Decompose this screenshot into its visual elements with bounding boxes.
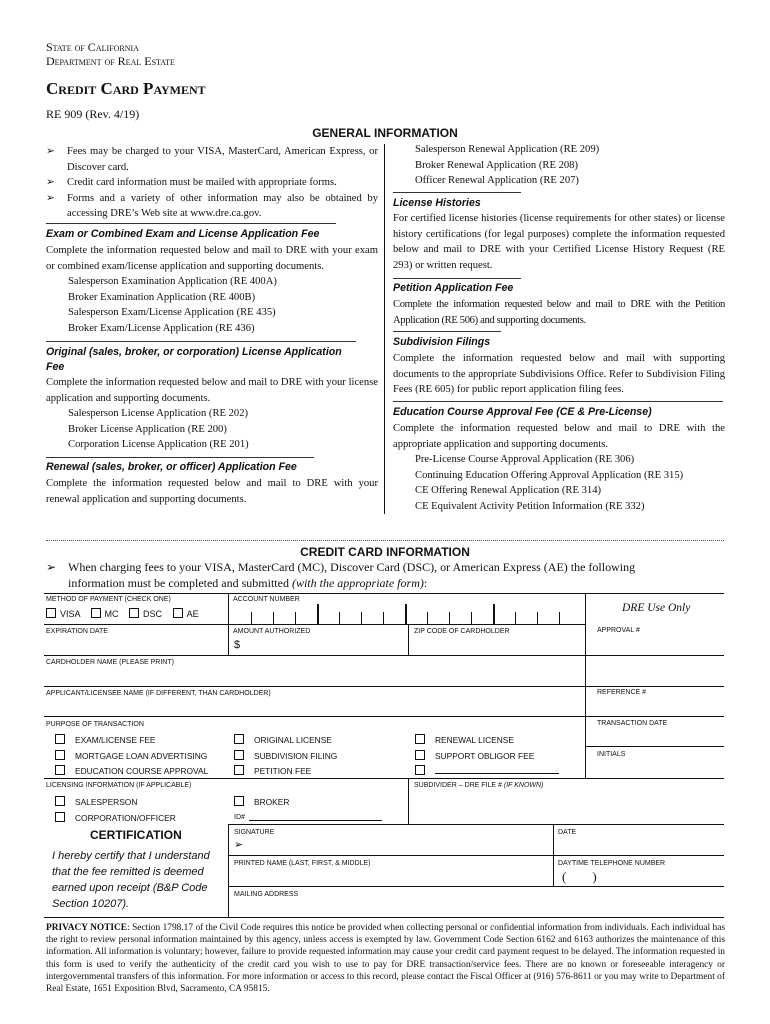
petition-heading: Petition Application Fee: [393, 282, 514, 294]
form-item: CE Offering Renewal Application (RE 314): [415, 485, 602, 497]
purpose-option[interactable]: MORTGAGE LOAN ADVERTISING: [55, 749, 208, 765]
checkbox[interactable]: [234, 750, 244, 760]
checkbox[interactable]: [415, 734, 425, 744]
other-purpose-field[interactable]: [435, 766, 559, 774]
bullet-arrow-icon: ➢: [46, 192, 55, 204]
education-heading: Education Course Approval Fee (CE & Pre-License): [393, 406, 652, 418]
checkbox[interactable]: [55, 812, 65, 822]
education-items: [415, 452, 683, 514]
form-item: Salesperson Exam/License Application (RE 435): [68, 307, 276, 319]
cardholder-name-label: CARDHOLDER NAME (PLEASE PRINT): [46, 659, 174, 666]
credit-card-heading: CREDIT CARD INFORMATION: [300, 545, 470, 559]
purpose-option[interactable]: EXAM/LICENSE FEE: [55, 733, 208, 749]
form-item: Broker Renewal Application (RE 208): [415, 159, 578, 171]
original-text: Complete the information requested below and mail to DRE with your license application and supporting documents.: [46, 377, 378, 404]
form-item: Salesperson License Application (RE 202): [68, 408, 249, 419]
checkbox[interactable]: [234, 734, 244, 744]
bullet-item: ➢ Credit card information must be mailed with appropriate forms.: [46, 175, 378, 191]
card-option-ae[interactable]: AE: [173, 609, 199, 619]
bullet-arrow-icon: ➢: [46, 560, 57, 574]
bullet-item: ➢ Forms and a variety of other information may also be obtained by accessing DRE’s Web site at www.dre.ca.gov.: [46, 192, 378, 220]
privacy-notice: PRIVACY NOTICE: Section 1798.17 of the Civil Code requires this notice be provided when collecting personal or confidential information from individuals. Each individual has the right to review personal information maintained by this agency, unless access is exempted by law. Government Code Section 6162 and 6163 authorizes the maintenance of this information. All information is voluntary; however, failure to provide requested information may cause your credit card payment request to be delayed. The information requested in this form is used to verify the authenticity of the credit card you wish to use to pay for DRE transaction/service fees. There are no known or foreseeable interagency or intergovernmental transfers of this information. For more information or access to this record, please contact the Fiscal Officer at (916) 576-8611 or you may write to Department of Real Estate, 1651 Exposition Blvd, Sacramento, CA 95815.: [46, 923, 725, 995]
transaction-date-label: TRANSACTION DATE: [597, 720, 668, 727]
purpose-option[interactable]: SUPPORT OBLIGOR FEE: [415, 749, 559, 765]
account-number-label: ACCOUNT NUMBER: [233, 596, 300, 603]
approval-label: APPROVAL #: [597, 627, 640, 634]
licensing-info-label: LICENSING INFORMATION (IF APPLICABLE): [46, 782, 192, 789]
checkbox[interactable]: [415, 750, 425, 760]
checkbox[interactable]: [129, 608, 139, 618]
purpose-col1: [55, 733, 208, 780]
checkbox[interactable]: [173, 608, 183, 618]
purpose-col3: [415, 733, 559, 780]
id-field[interactable]: [249, 820, 382, 821]
purpose-option[interactable]: PETITION FEE: [234, 764, 337, 780]
checkbox[interactable]: [55, 734, 65, 744]
purpose-option[interactable]: ORIGINAL LICENSE: [234, 733, 337, 749]
amount-authorized-label: AMOUNT AUTHORIZED: [233, 628, 311, 635]
signature-arrow-icon: ➢: [234, 839, 244, 851]
privacy-notice-label: PRIVACY NOTICE: [46, 923, 128, 933]
form-item: Broker Examination Application (RE 400B): [68, 291, 256, 303]
form-item: CE Equivalent Activity Petition Information (RE 332): [415, 500, 645, 512]
checkbox[interactable]: [55, 765, 65, 775]
subdivision-text: Complete the information requested below and mail with supporting documents to the appropriate Subdivisions Office. Refer to Subdivision Filing Fees (RE 605) for public report application filing fees.: [393, 353, 725, 396]
card-option-visa[interactable]: VISA: [46, 609, 80, 619]
form-item: Corporation License Application (RE 201): [68, 439, 249, 451]
signature-label: SIGNATURE: [234, 829, 275, 836]
renewal-items: [415, 142, 599, 189]
reference-label: REFERENCE #: [597, 689, 647, 696]
original-heading: Original (sales, broker, or corporation) License Application Fee: [46, 346, 342, 373]
checkbox[interactable]: [91, 608, 101, 618]
signature-field[interactable]: [250, 836, 548, 852]
form-item: Salesperson Examination Application (RE 400A): [68, 276, 277, 287]
histories-text: For certified license histories (license requirements for other states) or license history certifications (for legal purposes) complete the information requested below and mail to DRE with your Certified License History Request (RE 293) or written request.: [393, 213, 725, 271]
method-of-payment-label: METHOD OF PAYMENT (CHECK ONE): [46, 596, 171, 603]
initials-label: INITIALS: [597, 751, 626, 758]
account-number-input[interactable]: [229, 604, 584, 624]
column-divider: [384, 144, 385, 514]
card-option-dsc[interactable]: DSC: [129, 609, 162, 619]
printed-name-label: PRINTED NAME (LAST, FIRST, & MIDDLE): [234, 860, 371, 867]
petition-text: Complete the information requested below and mail to DRE with the Petition Application (RE 506) and supporting documents.: [393, 299, 725, 326]
histories-heading: License Histories: [393, 197, 481, 209]
expiration-date-label: EXPIRATION DATE: [46, 628, 108, 635]
form-title: Credit Card Payment: [46, 79, 206, 98]
checkbox[interactable]: [55, 750, 65, 760]
phone-label: DAYTIME TELEPHONE NUMBER: [558, 860, 666, 867]
checkbox[interactable]: [234, 796, 244, 806]
checkbox[interactable]: [415, 765, 425, 775]
agency-state: State of California: [46, 40, 139, 54]
form-number: RE 909 (Rev. 4/19): [46, 107, 140, 121]
agency-department: Department of Real Estate: [46, 54, 175, 68]
purpose-option-other[interactable]: [415, 764, 559, 780]
purpose-option[interactable]: RENEWAL LICENSE: [415, 733, 559, 749]
card-type-options: [46, 608, 199, 620]
certification-text: I hereby certify that I understand that the fee remitted is deemed earned upon receipt (B&P Code Section 10207).: [52, 850, 210, 910]
mailing-address-label: MAILING ADDRESS: [234, 891, 299, 898]
checkbox[interactable]: [234, 765, 244, 775]
form-item: Salesperson Renewal Application (RE 209): [415, 144, 600, 155]
credit-card-intro: ➢ When charging fees to your VISA, MasterCard (MC), Discover Card (DSC), or American Express (AE) the following information must be completed and submitted (with the appropriate form):: [46, 560, 636, 590]
licensing-option[interactable]: SALESPERSON: [55, 795, 176, 811]
subdivider-label: SUBDIVIDER – DRE FILE # (IF KNOWN): [414, 782, 544, 789]
purpose-col2: [234, 733, 337, 780]
id-label: ID#: [234, 814, 245, 821]
form-item: Broker Exam/License Application (RE 436): [68, 322, 255, 334]
subdivision-heading: Subdivision Filings: [393, 336, 491, 348]
education-text: Complete the information requested below and mail to DRE with the appropriate application and supporting documents.: [393, 423, 725, 450]
zip-code-label: ZIP CODE OF CARDHOLDER: [414, 628, 510, 635]
renewal-heading: Renewal (sales, broker, or officer) Application Fee: [46, 461, 297, 473]
form-item: Continuing Education Offering Approval Application (RE 315): [415, 469, 684, 481]
card-option-mc[interactable]: MC: [91, 609, 119, 619]
general-info-heading: GENERAL INFORMATION: [312, 126, 458, 140]
dre-use-only-label: DRE Use Only: [622, 602, 691, 614]
bullet-item: ➢ Fees may be charged to your VISA, MasterCard, American Express, or Discover card.: [46, 146, 378, 173]
renewal-text: Complete the information requested below and mail to DRE with your renewal application and supporting documents.: [46, 478, 378, 505]
form-item: Pre-License Course Approval Application (RE 306): [415, 454, 635, 465]
checkbox[interactable]: [46, 608, 56, 618]
date-label: DATE: [558, 829, 577, 836]
purpose-option[interactable]: EDUCATION COURSE APPROVAL: [55, 764, 208, 780]
applicant-name-label: APPLICANT/LICENSEE NAME (IF DIFFERENT, THAN CARDHOLDER): [46, 690, 271, 697]
form-item: Broker License Application (RE 200): [68, 423, 227, 435]
checkbox[interactable]: [55, 796, 65, 806]
amount-dollar-sign: $: [234, 639, 241, 651]
exam-items: [68, 274, 277, 336]
licensing-option[interactable]: CORPORATION/OFFICER: [55, 811, 176, 827]
form-item: Officer Renewal Application (RE 207): [415, 175, 579, 187]
exam-heading: Exam or Combined Exam and License Application Fee: [46, 228, 320, 240]
licensing-options: [55, 795, 176, 826]
bullet-arrow-icon: ➢: [46, 146, 55, 157]
general-bullets: [46, 144, 378, 222]
certification-heading: CERTIFICATION: [90, 828, 182, 842]
phone-field[interactable]: ( ): [562, 869, 597, 884]
bullet-arrow-icon: ➢: [46, 177, 55, 189]
purpose-option[interactable]: SUBDIVISION FILING: [234, 749, 337, 765]
purpose-label: PURPOSE OF TRANSACTION: [46, 721, 144, 728]
original-items: [68, 406, 249, 453]
broker-option[interactable]: BROKER: [234, 795, 289, 811]
exam-text: Complete the information requested below and mail to DRE with your exam or combined exam/license application and supporting documents.: [46, 245, 378, 272]
